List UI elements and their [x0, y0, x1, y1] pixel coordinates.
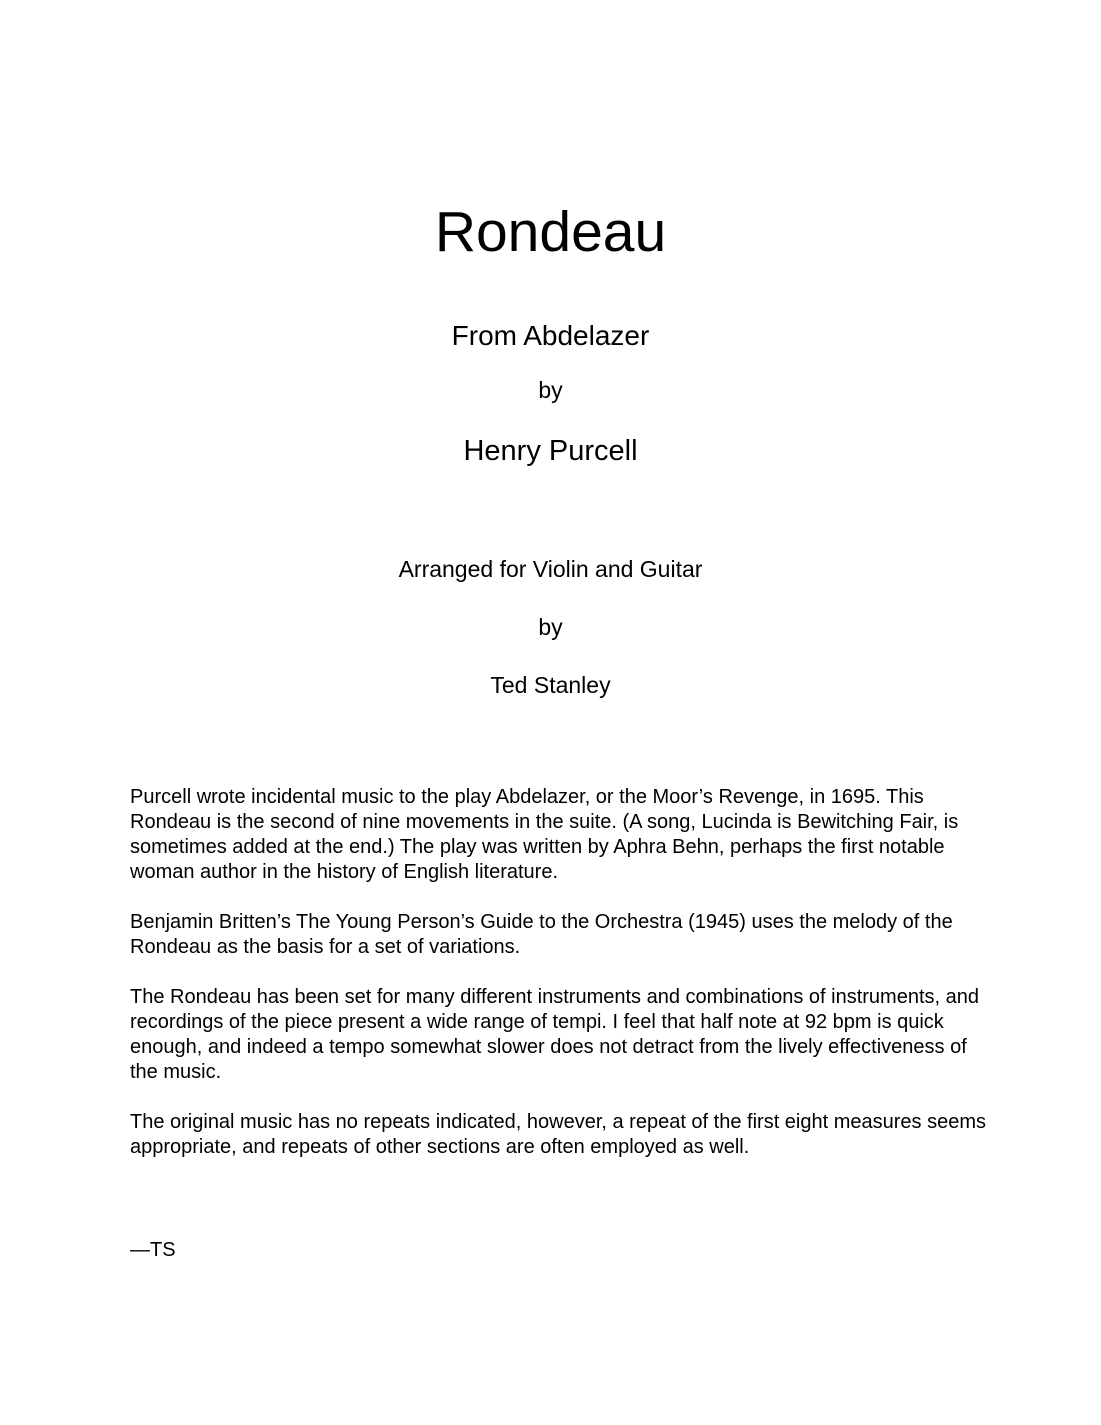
page-title: Rondeau [434, 200, 667, 264]
note-paragraph: Benjamin Britten’s The Young Person’s Guide to the Orchestra (1945) uses the melody of the Rondeau as the basis for a set of variations. [130, 911, 953, 958]
composer-name: Henry Purcell [463, 435, 638, 467]
signature: —TS [130, 1239, 176, 1261]
by-arranger-label: by [538, 614, 563, 640]
subtitle: From Abdelazer [451, 320, 650, 351]
by-composer-label: by [538, 377, 563, 403]
note-paragraph: Purcell wrote incidental music to the play Abdelazer, or the Moor’s Revenge, in 1695. This Rondeau is the second of nine movements in the suite. (A song, Lucinda is Bewitching Fair, is sometimes added at the end.) The play was written by Aphra Behn, perhaps the first notable woman author in the history of English literature. [130, 786, 959, 883]
arranger-name: Ted Stanley [490, 672, 611, 698]
arrangement-line: Arranged for Violin and Guitar [398, 556, 703, 582]
program-notes [130, 785, 990, 1185]
note-paragraph: The original music has no repeats indicated, however, a repeat of the first eight measures seems appropriate, and repeats of other sections are often employed as well. [130, 1111, 987, 1158]
note-paragraph: The Rondeau has been set for many different instruments and combinations of instruments, and recordings of the piece present a wide range of tempi. I feel that half note at 92 bpm is quick enough, and indeed a tempo somewhat slower does not detract from the lively effectiveness of the music. [130, 986, 980, 1083]
